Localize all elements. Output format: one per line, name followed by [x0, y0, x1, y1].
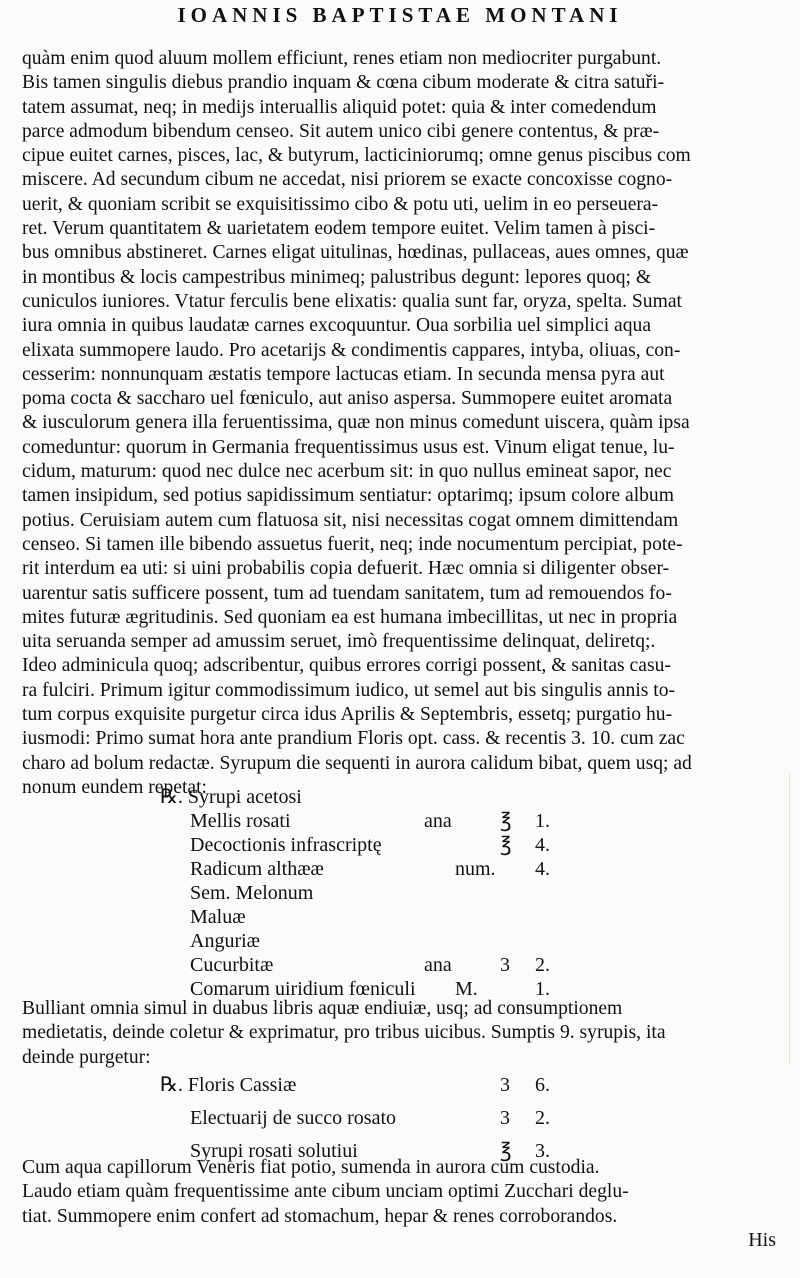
- catchword: His: [748, 1229, 776, 1251]
- text-line: uerit, & quoniam scribit se exquisitissimo cibo & potu uti, uelim in eo perseuera-: [22, 193, 659, 215]
- recipe-row: [160, 857, 600, 881]
- recipe-ingredient: ℞. Syrupi acetosi: [160, 786, 302, 808]
- text-line: ret. Verum quantitatem & uarietatem eodem tempore euitet. Velim tamen à pisci-: [22, 218, 656, 240]
- recipe-row: [160, 1102, 600, 1135]
- recipe-ingredient: ℞. Floris Cassiæ: [160, 1074, 297, 1096]
- recipe-row: [160, 833, 600, 857]
- text-line: tamen insipidum, sed potius sapidissimum sentiatur: optarimq; ipsum colore album: [22, 485, 674, 507]
- recipe-ingredient: Electuarij de succo rosato: [190, 1107, 397, 1129]
- text-line: tum corpus exquisite purgetur circa idus Aprilis & Septembris, essetq; purgatio hu-: [22, 704, 673, 726]
- recipe-quantity: 1.: [535, 978, 550, 1000]
- text-line: in montibus & locis campestribus minimeq; palustribus degunt: lepores quoq; &: [22, 266, 652, 288]
- text-line: potius. Ceruisiam autem cum flatuosa sit, nisi necessitas cogat omnem dimittendam: [22, 509, 679, 531]
- text-line: charo ad bolum redactæ. Syrupum die sequenti in aurora calidum bibat, quem usq; ad: [22, 752, 692, 774]
- text-line: miscere. Ad secundum cibum ne accedat, nisi priorem se exacte concoxisse cogno-: [22, 169, 673, 191]
- main-paragraph: [22, 47, 774, 800]
- recipe-unit-symbol: ℥: [500, 834, 512, 856]
- text-line: medietatis, deinde coletur & exprimatur, pro tribus uicibus. Sumptis 9. syrupis, ita: [22, 1022, 666, 1044]
- recipe-ingredient: Decoctionis infrascriptę: [190, 834, 382, 856]
- recipe-row: [160, 809, 600, 833]
- recipe-row: [160, 1069, 600, 1102]
- recipe-measure-word: M.: [455, 978, 478, 1000]
- recipe-ingredient: Comarum uiridium fœniculi: [190, 978, 416, 1000]
- recipe-row: [160, 881, 600, 905]
- text-line: iusmodi: Primo sumat hora ante prandium Floris opt. cass. & recentis 3. 10. cum zac: [22, 728, 685, 750]
- text-line: quàm enim quod aluum mollem efficiunt, renes etiam non mediocriter purgabunt.: [22, 48, 662, 69]
- text-line: cidum, maturum: quod nec dulce nec acerbum sit: in quo nullus emineat sapor, nec: [22, 461, 672, 483]
- recipe-measure-word: ana: [424, 954, 452, 976]
- text-line: cipue euitet carnes, pisces, lac, & butyrum, lacticiniorumq; omne genus piscibus com: [22, 145, 691, 167]
- recipe-unit-symbol: 3: [500, 1074, 510, 1096]
- recipe-unit-symbol: ℥: [500, 810, 512, 832]
- recipe-ingredient: Cucurbitæ: [190, 954, 274, 976]
- text-line: parce admodum bibendum censeo. Sit autem unico cibi genere contentus, & præ-: [22, 120, 660, 142]
- recipe-ingredient: Anguriæ: [190, 930, 260, 952]
- text-line: mites futuræ ægritudinis. Sed quoniam ea est humana imbecillitas, ut nec in propria: [22, 606, 678, 628]
- text-line: Bis tamen singulis diebus prandio inquam & cœna cibum moderate & citra satuři-: [22, 72, 665, 94]
- recipe-quantity: 1.: [535, 810, 550, 832]
- recipe-unit-symbol: 3: [500, 954, 510, 976]
- text-line: elixata summopere laudo. Pro acetarijs & condimentis cappares, intyba, oliuas, con-: [22, 339, 681, 361]
- text-line: ra fulciri. Primum igitur commodissimum iudico, ut semel aut bis singulis annis to-: [22, 679, 676, 701]
- text-line: censeo. Si tamen ille bibendo assuetus fuerit, neq; inde nocumentum percipiat, pote-: [22, 533, 683, 555]
- page-edge-shadow: [789, 774, 800, 1064]
- text-line: cesserim: nonnunquam æstatis tempore lactucas etiam. In secunda mensa pyra aut: [22, 363, 665, 385]
- text-line: tiat. Summopere enim confert ad stomachum, hepar & renes corroborandos.: [22, 1205, 618, 1227]
- recipe-measure-word: ana: [424, 810, 452, 832]
- text-line: Bulliant omnia simul in duabus libris aquæ endiuiæ, usq; ad consumptionem: [22, 998, 623, 1019]
- recipe-measure-word: num.: [455, 858, 496, 880]
- recipe-unit-symbol: 3: [500, 1107, 510, 1129]
- text-line: bus omnibus abstineret. Carnes eligat uitulinas, hœdinas, pullaceas, aues omnes, quæ: [22, 242, 689, 264]
- text-line: poma cocta & saccharo uel fœniculo, aut aniso aspersa. Summopere euitet aromata: [22, 388, 673, 410]
- text-line: Cum aqua capillorum Veneris fiat potio, sumenda in aurora cum custodia.: [22, 1157, 600, 1178]
- recipe-quantity: 6.: [535, 1074, 550, 1096]
- recipe-row: [160, 929, 600, 953]
- recipe-quantity: 4.: [535, 834, 550, 856]
- boiling-instructions-paragraph: [22, 997, 774, 1070]
- recipe-row: [160, 953, 600, 977]
- recipe-quantity: 3.: [535, 1140, 550, 1162]
- recipe-ingredient: Syrupi rosati solutiui: [190, 1140, 358, 1162]
- text-line: comeduntur: quorum in Germania frequentissimus usus est. Vinum eligat tenue, lu-: [22, 436, 675, 458]
- recipe-ingredient: Mellis rosati: [190, 810, 291, 832]
- text-line: iura omnia in quibus laudatæ carnes excoquuntur. Oua sorbilia uel simplici aqua: [22, 315, 652, 337]
- text-line: tatem assumat, neq; in medijs interuallis aliquid potet: quia & inter comedendum: [22, 96, 657, 118]
- recipe-list-syrup: [160, 785, 600, 1001]
- text-line: uita seruanda semper ad amussim seruet, imò frequentissime delinquat, deliretq;.: [22, 631, 656, 653]
- text-line: cuniculos iuniores. Vtatur ferculis bene elixatis: qualia sunt far, oryza, spelta. Sumat: [22, 290, 682, 312]
- text-line: Laudo etiam quàm frequentissime ante cibum unciam optimi Zucchari deglu-: [22, 1181, 629, 1203]
- recipe-row: [160, 785, 600, 809]
- recipe-unit-symbol: ℥: [500, 1140, 512, 1162]
- text-line: & iusculorum genera illa feruentissima, quæ non minus comedunt uiscera, quàm ipsa: [22, 412, 690, 434]
- text-line: deinde purgetur:: [22, 1046, 151, 1068]
- running-head: IOANNIS BAPTISTAE MONTANI: [177, 3, 623, 27]
- text-line: rit interdum ea uti: si uini probabilis copia defuerit. Hæc omnia si diligenter obser-: [22, 558, 670, 580]
- text-line: Ideo adminicula quoq; adscribentur, quibus errores corrigi possent, & sanitas casu-: [22, 655, 671, 677]
- recipe-quantity: 4.: [535, 858, 550, 880]
- recipe-row: [160, 905, 600, 929]
- recipe-quantity: 2.: [535, 954, 550, 976]
- text-line: nonum eundem repetat:: [22, 776, 207, 798]
- text-line: uarentur satis sufficere possent, tum ad tuendam sanitatem, tum ad remouendos fo-: [22, 582, 672, 604]
- recipe-ingredient: Sem. Melonum: [190, 882, 314, 904]
- recipe-list-purge: [160, 1069, 600, 1168]
- recipe-quantity: 2.: [535, 1107, 550, 1129]
- closing-paragraph: [22, 1156, 774, 1229]
- recipe-ingredient: Maluæ: [190, 906, 246, 928]
- recipe-ingredient: Radicum althææ: [190, 858, 324, 880]
